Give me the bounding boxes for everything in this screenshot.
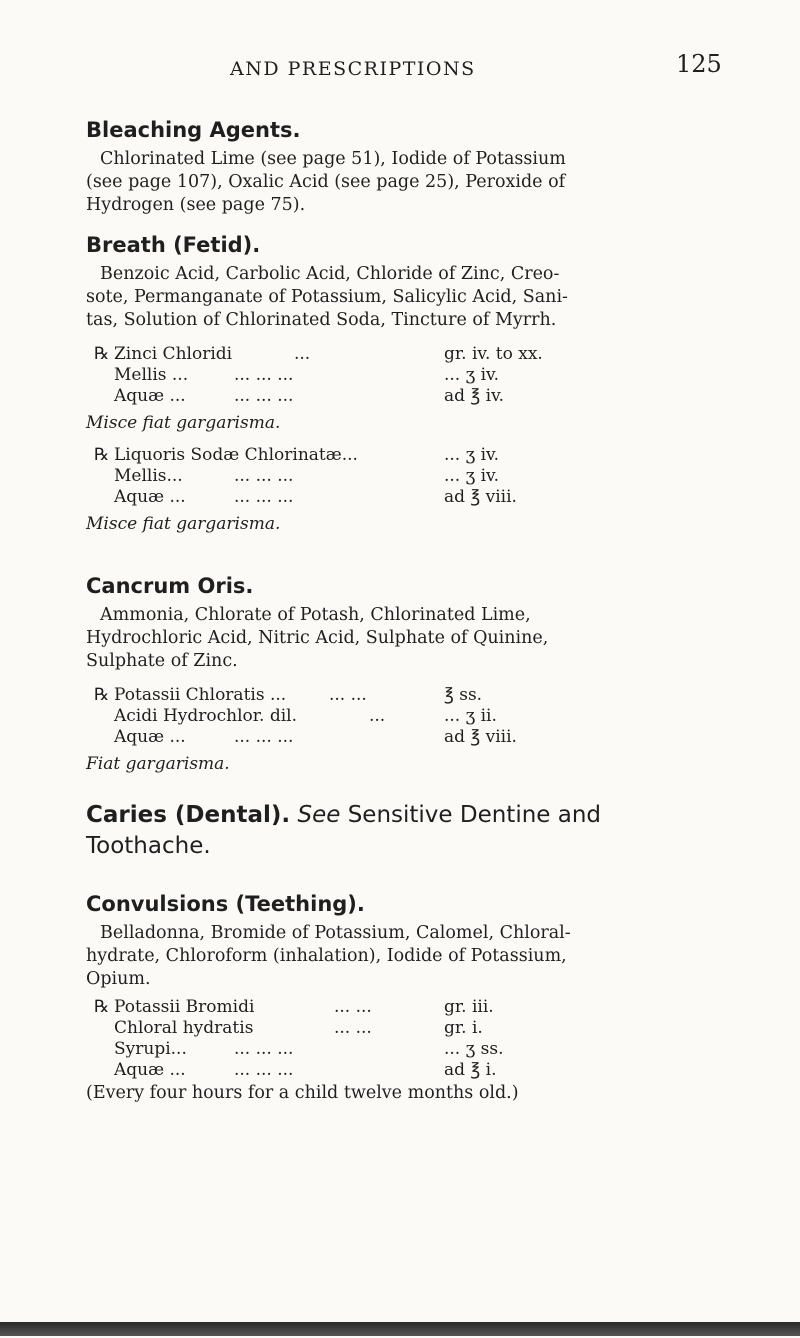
prescription-line: [114, 706, 776, 727]
leader-dots: ... ...: [329, 685, 367, 705]
page-number: 125: [676, 50, 722, 78]
section-breath-fetid: [86, 233, 776, 534]
text-line: Opium.: [86, 969, 151, 990]
prescription-line: [114, 487, 776, 508]
recipe-symbol: ℞: [94, 344, 110, 364]
prescription: [94, 445, 776, 508]
leader-dots: ... ... ...: [234, 466, 294, 486]
dose: gr. i.: [444, 1018, 483, 1039]
section-heading: Cancrum Oris.: [86, 574, 254, 598]
prescription-line: [114, 466, 776, 487]
caries-title: Caries (Dental).: [86, 802, 291, 828]
leader-dots: ... ... ...: [234, 487, 294, 507]
ingredient: Potassii Chloratis ...: [114, 685, 287, 705]
body-paragraph: [86, 604, 776, 673]
text-line: Sulphate of Zinc.: [86, 651, 238, 671]
cross-reference: Toothache.: [86, 833, 211, 860]
dose: ad ℥ viii.: [444, 487, 517, 507]
dose: gr. iv. to xx.: [444, 344, 543, 364]
text-line: hydrate, Chloroform (inhalation), Iodide of Potassium,: [86, 946, 567, 967]
leader-dots: ... ...: [334, 1018, 372, 1039]
recipe-symbol: ℞: [94, 445, 110, 465]
ingredient: Liquoris Sodæ Chlorinatæ...: [114, 445, 358, 465]
prescription-line: [94, 445, 776, 466]
prescription-line: [94, 344, 776, 365]
prescription-directions: Fiat gargarisma.: [86, 754, 230, 774]
section-heading: [86, 800, 776, 862]
dose: ad ℥ i.: [444, 1060, 497, 1081]
ingredient: Aquæ ...: [114, 1060, 186, 1081]
text-line: Hydrochloric Acid, Nitric Acid, Sulphate of Quinine,: [86, 628, 549, 648]
text-line: Benzoic Acid, Carbolic Acid, Chloride of Zinc, Creo-: [100, 264, 560, 284]
prescription-line: [94, 685, 776, 706]
ingredient: Aquæ ...: [114, 487, 186, 507]
body-paragraph: [86, 922, 776, 991]
dose: ... ʒ iv.: [444, 466, 500, 486]
dosage-note: (Every four hours for a child twelve months old.): [86, 1083, 519, 1104]
cross-reference: Sensitive Dentine and: [347, 802, 602, 828]
text-line: (see page 107), Oxalic Acid (see page 25), Peroxide of: [86, 172, 566, 192]
dose: ad ℥ viii.: [444, 727, 517, 747]
prescription: [94, 685, 776, 748]
prescription-directions: Misce fiat gargarisma.: [86, 514, 281, 534]
prescription: [94, 344, 776, 407]
text-line: Hydrogen (see page 75).: [86, 195, 306, 215]
ingredient: Aquæ ...: [114, 386, 186, 406]
section-caries-dental: [86, 800, 776, 862]
text-line: sote, Permanganate of Potassium, Salicylic Acid, Sani-: [86, 287, 568, 307]
recipe-symbol: ℞: [94, 997, 110, 1018]
prescription-line: [114, 386, 776, 407]
section-convulsions-teething: [86, 892, 776, 1103]
dose: ℥ ss.: [444, 685, 483, 705]
section-heading: Convulsions (Teething).: [86, 892, 365, 917]
dose: ... ʒ ii.: [444, 706, 497, 726]
body-paragraph: [86, 148, 776, 217]
ingredient: Mellis ...: [114, 365, 189, 385]
ingredient: Syrupi...: [114, 1039, 187, 1060]
leader-dots: ...: [294, 344, 311, 364]
prescription-line: [114, 1060, 776, 1081]
dose: gr. iii.: [444, 997, 494, 1018]
leader-dots: ... ... ...: [234, 727, 294, 747]
see-reference: See: [297, 802, 341, 828]
body-paragraph: [86, 263, 776, 332]
leader-dots: ... ... ...: [234, 1039, 294, 1060]
prescription-line: [114, 727, 776, 748]
dose: ... ʒ iv.: [444, 445, 500, 465]
prescription-line: [114, 1039, 776, 1060]
ingredient: Chloral hydratis: [114, 1018, 254, 1039]
section-heading: Bleaching Agents.: [86, 118, 301, 142]
prescription: [94, 997, 776, 1081]
prescription-directions: Misce fiat gargarisma.: [86, 413, 281, 433]
dose: ... ʒ ss.: [444, 1039, 504, 1060]
ingredient: Potassii Bromidi: [114, 997, 255, 1018]
page-edge-rule: [0, 1322, 800, 1336]
page-content: [86, 118, 776, 1103]
leader-dots: ... ... ...: [234, 386, 294, 406]
ingredient: Acidi Hydrochlor. dil.: [114, 706, 297, 726]
running-head: AND PRESCRIPTIONS: [230, 58, 476, 80]
ingredient: Zinci Chloridi: [114, 344, 233, 364]
section-heading: Breath (Fetid).: [86, 233, 261, 257]
ingredient: Aquæ ...: [114, 727, 186, 747]
section-cancrum-oris: [86, 574, 776, 774]
text-line: Chlorinated Lime (see page 51), Iodide of Potassium: [100, 149, 566, 169]
text-line: tas, Solution of Chlorinated Soda, Tincture of Myrrh.: [86, 310, 557, 330]
section-bleaching-agents: [86, 118, 776, 217]
recipe-symbol: ℞: [94, 685, 110, 705]
ingredient: Mellis...: [114, 466, 183, 486]
text-line: Belladonna, Bromide of Potassium, Calomel, Chloral-: [100, 923, 571, 944]
dose: ad ℥ iv.: [444, 386, 505, 406]
prescription-line: [94, 997, 776, 1018]
leader-dots: ...: [369, 706, 386, 726]
prescription-line: [114, 365, 776, 386]
prescription-line: [114, 1018, 776, 1039]
leader-dots: ... ...: [334, 997, 372, 1018]
dose: ... ʒ iv.: [444, 365, 500, 385]
text-line: Ammonia, Chlorate of Potash, Chlorinated Lime,: [100, 605, 531, 625]
leader-dots: ... ... ...: [234, 365, 294, 385]
leader-dots: ... ... ...: [234, 1060, 294, 1081]
